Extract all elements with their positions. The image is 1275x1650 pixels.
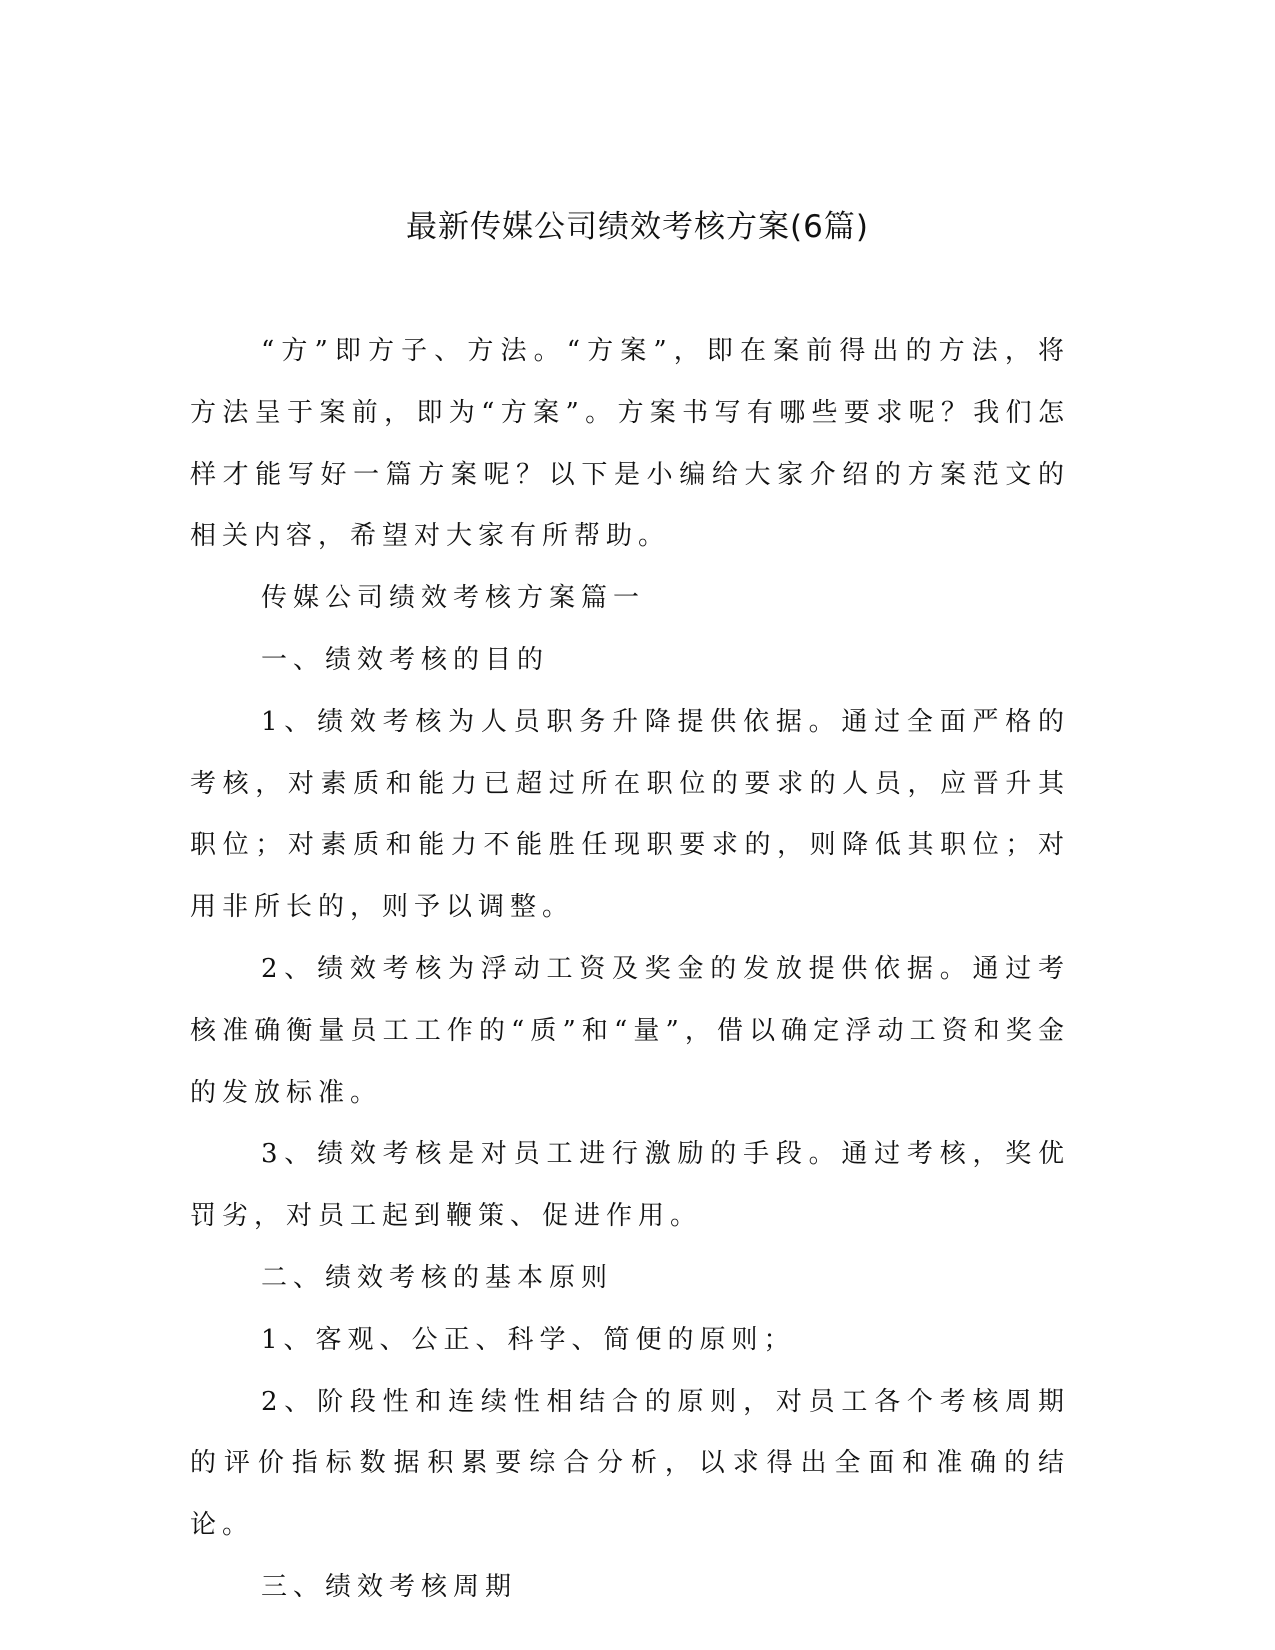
section-heading-part-one: 传媒公司绩效考核方案篇一: [261, 583, 646, 614]
purpose-item-2: 2、绩效考核为浮动工资及奖金的发放提供依据。通过考核准确衡量员工工作的“质”和“量”，借以确定浮动工资和奖金的发放标准。: [190, 953, 1070, 1108]
heading-purpose: 一、绩效考核的目的: [261, 644, 550, 675]
heading-principles: 二、绩效考核的基本原则: [261, 1262, 614, 1293]
principle-item-2: 2、阶段性和连续性相结合的原则，对员工各个考核周期的评价指标数据积累要综合分析，以求得出全面和准确的结论。: [190, 1386, 1070, 1541]
heading-cycle: 三、绩效考核周期: [261, 1571, 518, 1602]
document-body: [190, 321, 1070, 1619]
document-title: 最新传媒公司绩效考核方案(6篇): [406, 209, 869, 245]
principle-item-1: 1、客观、公正、科学、简便的原则；: [261, 1324, 796, 1355]
intro-paragraph: “方”即方子、方法。“方案”，即在案前得出的方法，将方法呈于案前，即为“方案”。方案书写有哪些要求呢？我们怎样才能写好一篇方案呢？以下是小编给大家介绍的方案范文的相关内容，希望对大家有所帮助。: [190, 336, 1070, 552]
purpose-item-3: 3、绩效考核是对员工进行激励的手段。通过考核，奖优罚劣，对员工起到鞭策、促进作用。: [190, 1139, 1070, 1232]
purpose-item-1: 1、绩效考核为人员职务升降提供依据。通过全面严格的考核，对素质和能力已超过所在职位的要求的人员，应晋升其职位；对素质和能力不能胜任现职要求的，则降低其职位；对用非所长的，则予以调整。: [190, 706, 1070, 923]
